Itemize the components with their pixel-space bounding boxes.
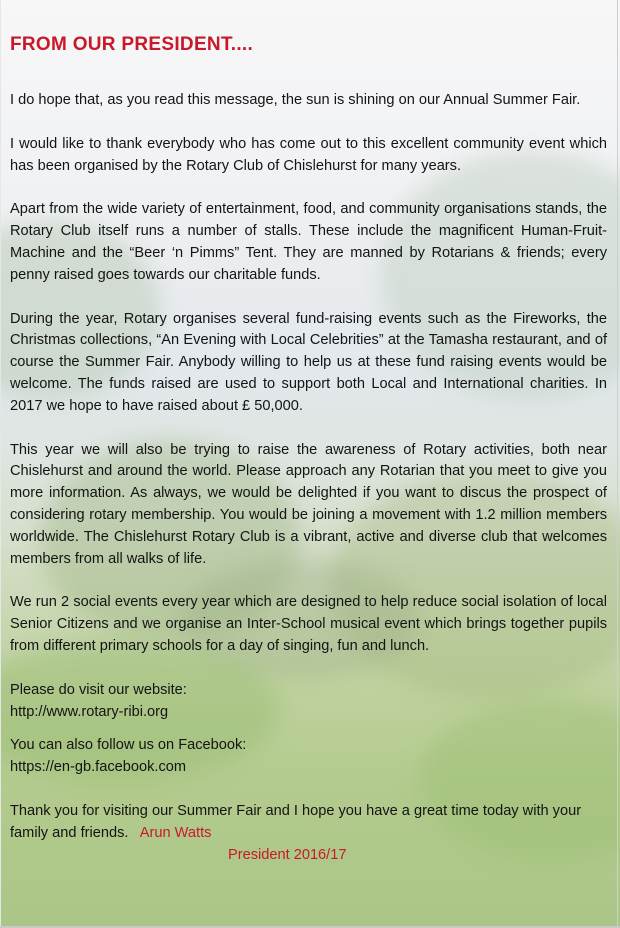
paragraph-stalls: Apart from the wide variety of entertainment, food, and community organisations stands, the Rotary Club itself runs a number of stalls. These include the magnificent Human-Fruit-Machine and the “Beer ‘n Pimms” Tent. They are manned by Rotarians & friends; every penny raised goes towards our charitable funds.	[10, 201, 607, 283]
paragraph-intro: I do hope that, as you read this message, the sun is shining on our Annual Summer Fair.	[10, 92, 581, 108]
facebook-link[interactable]: https://en-gb.facebook.com	[10, 759, 187, 776]
facebook-label: You can also follow us on Facebook:	[10, 737, 247, 754]
signature-title: President 2016/17	[228, 846, 347, 863]
paragraph-thanks: I would like to thank everybody who has come out to this excellent community event which has been organised by the Rotary Club of Chislehurst for many years.	[10, 135, 607, 174]
closing-block	[10, 801, 607, 866]
letter	[10, 34, 607, 888]
signature-name: Arun Watts	[139, 824, 212, 841]
facebook-block	[10, 735, 607, 779]
page-title: FROM OUR PRESIDENT....	[10, 34, 254, 55]
paragraph-social-events: We run 2 social events every year which are designed to help reduce social isolation of local Senior Citizens and we organise an Inter-School musical event which brings together pupils from different primary schools for a day of singing, fun and lunch.	[10, 594, 607, 654]
page-border-left	[0, 0, 1, 928]
website-block	[10, 680, 607, 724]
website-label: Please do visit our website:	[10, 681, 187, 698]
website-link[interactable]: http://www.rotary-ribi.org	[10, 703, 169, 720]
closing-text: Thank you for visiting our Summer Fair and I hope you have a great time today with your family and friends.	[10, 802, 582, 841]
page-border-right	[617, 0, 618, 928]
paragraph-awareness: This year we will also be trying to raise the awareness of Rotary activities, both near Chislehurst and around the world. Please approach any Rotarian that you meet to give you more information. As always, we would be delighted if you want to discus the prospect of considering rotary membership. You would be joining a movement with 1.2 million members worldwide. The Chislehurst Rotary Club is a vibrant, active and diverse club that welcomes members from all walks of life.	[10, 441, 607, 567]
paragraph-fundraising: During the year, Rotary organises several fund-raising events such as the Fireworks, the Christmas collections, “An Evening with Local Celebrities” at the Tamasha restaurant, and of course the Summer Fair. Anybody willing to help us at these fund raising events would be welcome. The funds raised are used to support both Local and International charities. In 2017 we hope to have raised about £ 50,000.	[10, 310, 607, 414]
